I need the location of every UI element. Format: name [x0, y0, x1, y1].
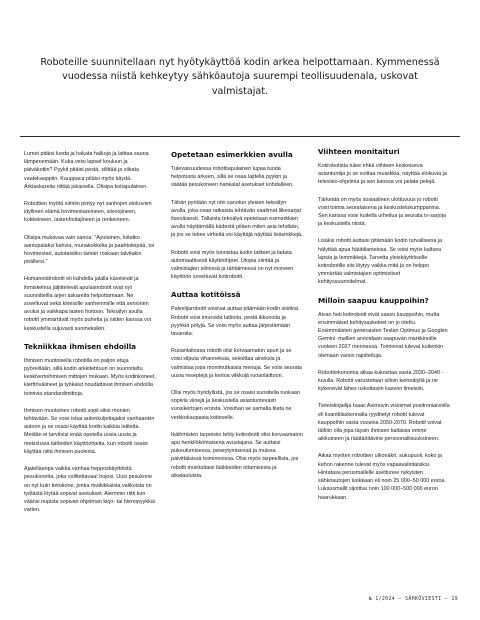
column-2: [171, 150, 303, 489]
paragraph: Tärkeätä on myös sosiaalinen ulottuvuus jo robotti voisi toimia seuralaisena ja keskustelukumppanina. Sen kanssa voisi kuitella urheilua ja seurata tv-sarjoja ja keskustella niistä.: [318, 196, 446, 228]
paragraph: Kotirobotista tulee ehkä viihteen keskeiseva asiantuntija jo se soittaa musiikkia, näyttää elokuvia ja televisio-ohjelmia ja sen kanssa voi pelata pelejä.: [318, 163, 447, 186]
ingress-text: Roboteille suunnitellaan nyt hyötykäyttöä kodin arkea helpottamaan. Kymmenessä vuodessa niistä kehkeytyy sähköautoja suurempi teollisuudenala, uskovat valmistajat.: [40, 57, 440, 97]
paragraph: Humanoidirobotit eli kahdella jalalla kävelevät ja ihmiskehoa jäljittelevät apulaisrobotit ovat nyt suunnitteilla arjen askareita helpottamaan. Ne soveltuvat sekä kiireisille vanhemmille että seniorien avuksi ja vaikkapa lasten hoitoon. Tekoälyn avulla robotit ymmärtävät myös puhetta ja niiden kanssa voi keskustella sujuvasti suomeksikin.: [24, 276, 152, 332]
paragraph: Lisäksi robotti auttaisi pitämään kodin turvallisena ja hälyttää apua hätätilanteissa. Se voisi myös kaltsea lapsia ja lemmikkejä. Tarvetta yleiskäyttöiselle kotirobotille siis löytyy vaikka mitä ja on helppo ymmärtää valmistajien optimistiset kehityssuunnitelmat.: [318, 238, 443, 286]
paragraph: Ruoanlaitossa robotti olisi korvaamaton apuri ja se voisi silputa vihanneksia, sekoittaa aineksia ja valmistaa jopa monimutkaisia menuja. Se voisi seurata uusia reseptejä ja kertoa viikkojä ruoanlaittoon.: [171, 348, 302, 379]
paragraph: Ihmisen muotoinen robotti sopii siksi monien tehtävään. Se voisi istua autonkuljettajaksi vanhaankin autoon ja se osaisi käyttää kodin kaikkia laitteita. Meidän ei tarvitsisi enää opetella uusia uusia ja mekistuvia laitteiden käyttöohjeita, kun robotti osaisi käyttää niitä ihmisen puolesta.: [24, 407, 155, 455]
divider: [20, 136, 460, 137]
column-3: [318, 147, 450, 511]
paragraph: Ihmisen muotoisella robotilla on paljon etuja pyöreillään, sillä kodin arkkitehtuuri on suunniteltu keskivertoihmisen mittojen mukaan. Myös kodinkoneet, kierttövälineet ja työkalut noudattavat ihmisen ehdoilla toimivia standardimittoja.: [24, 357, 156, 397]
subheading: Milloin saapuu kauppoihin?: [318, 295, 429, 305]
subheading: Auttaa kotitöissä: [171, 290, 241, 300]
subheading: Opetetaan esimerkkien avulla: [171, 150, 293, 159]
subheading: Viihteen monitaituri: [318, 147, 400, 156]
paragraph: Tulevaisuudessa robottiapulainen lupaa tuoda helpotusta arkeen, sillä se osaa lajitella pyykin ja säätää pesukoneen hankalat asetukset kohdalleen.: [171, 166, 294, 189]
paragraph: Ikäihmisten tarpeisiin tehty kotirobotti olisi korvaamaton apu henkilökohtaisena avustajana. Se auttaisi pukeutumisessa, peseytymisessä ja muissa päivittäisissä toiminnoissa. Olisi myös tarpeellista, jos robotti muistuttaisi lääkkeiden ottamisesta ja aikatauluista.: [171, 431, 303, 479]
paragraph: Aikaa myöten robottien ulkonäkö, sukupuoli, koko ja kehon rakenne tulevat myös vapaavalintaisiksi. Hintatasa perusmallelle asettunee nykyisten sähköautojen luokkaan eli noin 25 000–50 000 euroa. Luksusmallit sijoittuu noin 100 000–500 000 euron haarukkaan.: [318, 453, 446, 501]
paragraph: Aivan heti kotirobotit eivät saavu kauppoihin, mutta ensimmäiset kehitysaskeleet on jo otettu. Ensimmäisten generaisten Teslan Optimus ja Googlen Gemini -mallien arvioidaan saapuvan markkinoille vuoteen 2027 mennessä. Toiminnat tulevat kuitenkin olemaan varsin rajoitettuja.: [318, 311, 448, 359]
paragraph: Tieteiskirjailija Isaac Asimovin visioimat positroniaivoilla eli kvanttilaskennalla ryyditetyt robotit tulevat kauppoihin vasta vuosina 2050-2070. Robotit voivat tällöin olla jopa täysin ihmisen kaltaisia omine aikkuineen ja rääitäöitävine persoonallisuuksineen.: [318, 403, 450, 443]
paragraph: Ajatellaanpa vaikka vanhaa hepposkäyttöistä pesukonetta, joka vollitettavaa! hojosi. Uusi pesukone on nyt kuin tietokone, jonka mutkikkaista valikoista on työlästä löytää sopivat asetukset. Aiemmin riitti kun väänsi nupista sopivan ohjelman kirjo- tai hienopyykkiä varten.: [24, 466, 155, 514]
paragraph: Palvelijarobotit voisivat auttaa pitämään kodin siistinä. Robotti voisi imuroida lattioita, pestä ikkunoita ja pyyhkiä pölyjä. Se voisi myös auttaa järjestämään tavaroita.: [171, 306, 300, 338]
column-1: [24, 150, 156, 523]
subheading: Tekniikkaa ihmisen ehdoilla: [24, 341, 137, 351]
paragraph: Tähän pyritään nyt niin sanotun yleisen tekoälyn avulla, joka osaa ratkaista tehtävän vaatimat liikesarjat itsenäisesti. Tällaista tekoälyä opetetaan esimerkkien avulla näyttämällä kädestä pitäen miten asia tehdään, ja jos se tekee virheitä voi käyttäjä näyttää lisävinkkejä.: [171, 199, 303, 239]
paragraph: Robottiekonomia alkaa kukoistaa vasta 2030–2040 -luvulla. Robotit varustetaan silloin keinoälyllä ja ne kykenevät lähes uskottaviin kasvon ilmeisiin.: [318, 369, 444, 393]
paragraph: Robottien myötä siimiin piirtyy nyt vanhojen elokuvien idyllinen elämä hovimestareineen, siivoojineen, kokkeineen, lastenhoitajineen ja renkeineen.: [24, 201, 152, 224]
paragraph: Ollsi myös hyödyllistä, jos se osaisi suositella ruokaan sopivia viinejä ja keskustella asiantuntevasti vuosikertojen eroista. Voisihan se samalla tilata ne verkkokaupasta kotiovelle.: [171, 390, 300, 421]
page-footer: № 1/2024 — SÄHKÖVIESTI — 19: [368, 596, 458, 602]
paragraph: Olisipa mukavaa vain sanoa: ”Ayulainen, loitatko aamupalaksi kahvia, munakokkelia ja paahtoleipää, toi hovimestari, autotaistiko tämän roskaan talvitakin pöällersi.”: [24, 234, 155, 266]
paragraph: Robotti voisi myös tunnistaa kodin laitteet ja ladata automaattisesti käyttöohjeet. Utopia siintää ja valmistajien silmissä ja tähtäimessä on nyt moneen käyttöön soveltuvat kotirobotit.: [171, 249, 294, 281]
paragraph: Lumet pitäisi luoda ja hakata halkoja ja laittaa sauna lämpenemään. Kuka veisi lapset kouluun ja päiväkotiin? Pyykit pitäisi pestä, silittää ja viikata vaatekaappiin. Kauppaса pitäisi myös käydä. Arkiaskareita riittää jokaisella. Olisipa kotiapulainen.: [24, 151, 149, 190]
